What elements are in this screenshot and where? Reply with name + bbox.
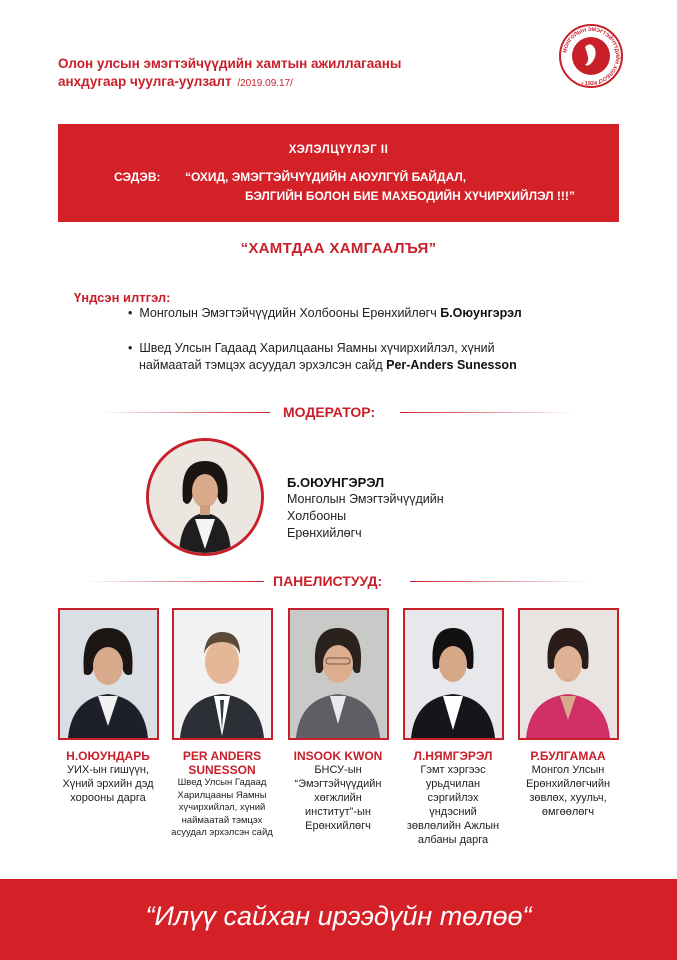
panelists-heading: ПАНЕЛИСТУУД:	[273, 573, 383, 589]
organization-logo	[558, 23, 624, 89]
moderator-name: Б.ОЮУНГЭРЭЛ	[287, 475, 385, 490]
panelist-2-role-1: Швед Улсын Гадаад	[177, 777, 267, 788]
panelist-1-role-3: хорооны дарга	[70, 792, 146, 804]
panelist-photo-3	[288, 608, 389, 740]
panelists-divider-left	[84, 581, 264, 582]
event-title-line2	[58, 74, 293, 89]
panelist-2-name-1: PER ANDERS	[182, 749, 262, 763]
panelist-4-name: Л.НЯМГЭРЭЛ	[413, 749, 493, 763]
panelist-2-role-2: Харилцааны Яамны	[177, 789, 267, 801]
panelist-5-role-2: Ерөнхийлөгчийн	[525, 778, 611, 790]
topic-line2: БЭЛГИЙН БОЛОН БИЕ МАХБОДИЙН ХҮЧИРХИЙЛЭЛ !!!”	[245, 189, 575, 203]
speaker-2-name: Per-Anders Sunesson	[386, 358, 517, 372]
panelist-3-role-4: институт”-ын	[305, 806, 371, 818]
panelist-4-role-4: үндэсний	[429, 806, 477, 818]
speaker-2-line1: Швед Улсын Гадаад Харилцааны Яамны хүчирхийлэл, хүний	[139, 341, 495, 355]
moderator-divider-right	[400, 412, 575, 413]
panelist-5-role-4: өмгөөлөгч	[541, 806, 595, 818]
keynote-speaker-1: • Монголын Эмэгтэйчүүдийн Холбооны Ерөнхийлөгч Б.Оюунгэрэл	[128, 306, 522, 320]
panelist-3	[278, 749, 398, 833]
panelist-3-role-2: “Эмэгтэйчүүдийн	[294, 778, 382, 790]
panelist-2-role-3: хүчирхийлэл, хүний	[178, 802, 266, 813]
panelist-1-role-1: УИХ-ын гишүүн,	[66, 764, 150, 776]
panelist-3-name: INSOOK KWON	[293, 749, 383, 763]
topic-line1: “ОХИД, ЭМЭГТЭЙЧҮҮДИЙН АЮУЛГҮЙ БАЙДАЛ,	[185, 170, 467, 184]
keynote-heading: Үндсэн илтгэл:	[74, 290, 171, 305]
panelist-1	[48, 749, 168, 805]
panelist-4	[393, 749, 513, 847]
moderator-role	[287, 491, 497, 542]
panelist-2-role-5: асуудал эрхэлсэн сайд	[171, 827, 273, 838]
panelist-5-role-1: Монгол Улсын	[531, 764, 605, 776]
panelist-5	[508, 749, 628, 819]
panelist-photo-5	[518, 608, 619, 740]
panelist-4-role-1: Гэмт хэргээс	[420, 764, 486, 776]
panelist-3-role-3: хөгжлийн	[314, 792, 362, 804]
footer-motto: “Илүү сайхан ирээдүйн төлөө“	[145, 901, 532, 931]
panelist-photo-1	[58, 608, 159, 740]
moderator-divider-left	[100, 412, 270, 413]
panelist-4-role-5: зөвлөлийн Ажлын	[406, 820, 500, 832]
discussion-banner	[58, 124, 619, 222]
moderator-photo	[146, 438, 264, 556]
panelist-4-role-6: албаны дарга	[417, 834, 489, 846]
panelist-5-role-3: зөвлөх, хуульч,	[529, 792, 607, 804]
panelist-2-name-2: SUNESSON	[188, 763, 256, 777]
event-title-text: анхдугаар чуулга-уулзалт	[58, 74, 232, 89]
svg-text:МОНГОЛЫН ЭМЭГТЭЙЧҮҮДИЙН ХОЛБОО: МОНГОЛЫН ЭМЭГТЭЙЧҮҮДИЙН ХОЛБОО	[562, 26, 621, 84]
panelist-3-role-5: Ерөнхийлөгч	[305, 820, 371, 832]
panelist-1-role-2: Хүний эрхийн дэд	[62, 778, 154, 790]
slogan: “ХАМТДАА ХАМГААЛЪЯ”	[240, 240, 437, 257]
event-title-line1: Олон улсын эмэгтэйчүүдийн хамтын ажиллагааны	[58, 56, 402, 71]
footer-banner	[0, 879, 677, 960]
panelist-4-role-3: сэргийлэх	[427, 792, 479, 804]
keynote-speaker-2: • Швед Улсын Гадаад Харилцааны Яамны хүчирхийлэл, хүний наймаатай тэмцэх асуудал эрхэлсэн сайд Per-Anders Sunesson	[128, 341, 517, 372]
panelist-2-role-4: наймаатай тэмцэх	[181, 814, 263, 826]
speaker-1-text: Монголын Эмэгтэйчүүдийн Холбооны Ерөнхийлөгч	[139, 306, 441, 320]
panelist-photo-4	[403, 608, 504, 740]
discussion-title: ХЭЛЭЛЦҮҮЛЭГ II	[288, 144, 389, 156]
panelist-1-name: Н.ОЮУНДАРЬ	[66, 749, 150, 763]
panelist-photo-2	[172, 608, 273, 740]
moderator-role-line2: Ерөнхийлөгч	[287, 526, 362, 540]
panelist-4-role-2: урьдчилан	[425, 778, 481, 790]
topic-label: СЭДЭВ:	[114, 170, 161, 184]
moderator-role-line1: Монголын Эмэгтэйчүүдийн Холбооны	[287, 492, 444, 523]
svg-text:• 1924 •: • 1924 •	[581, 81, 601, 87]
moderator-heading: МОДЕРАТОР:	[283, 404, 376, 420]
speaker-2-line2: наймаатай тэмцэх асуудал эрхэлсэн сайд	[139, 358, 387, 372]
panelists-divider-right	[410, 581, 590, 582]
event-date: /2019.09.17/	[237, 78, 293, 89]
panelist-3-role-1: БНСУ-ын	[314, 764, 362, 776]
panelist-5-name: Р.БУЛГАМАА	[530, 749, 606, 763]
speaker-1-name: Б.Оюунгэрэл	[440, 306, 522, 320]
panelist-2	[162, 749, 282, 840]
